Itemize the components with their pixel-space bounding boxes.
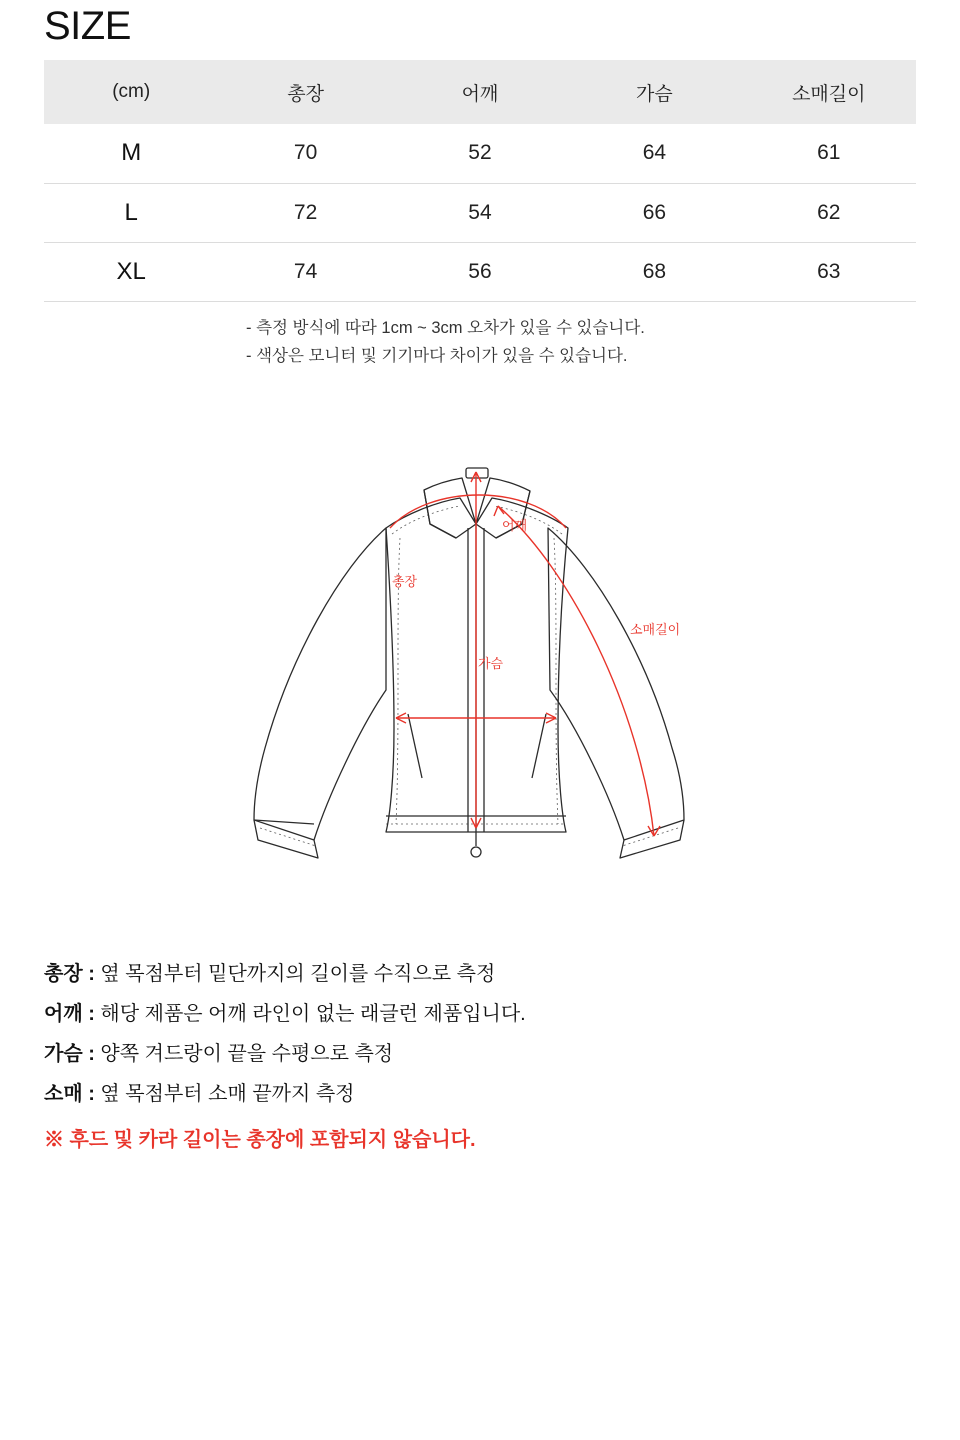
table-header-row [44, 60, 916, 124]
column-header-chest: 가슴 [567, 60, 741, 124]
description-sleeve [44, 1074, 916, 1114]
cell-shoulder: 54 [393, 183, 567, 242]
cell-shoulder: 52 [393, 124, 567, 183]
note-color: - 색상은 모니터 및 기기마다 차이가 있을 수 있습니다. [246, 346, 628, 365]
row-size-label: XL [44, 242, 218, 301]
column-header-unit: (cm) [44, 60, 218, 124]
cell-shoulder: 56 [393, 242, 567, 301]
table-row [44, 183, 916, 242]
row-size-label: L [44, 183, 218, 242]
jacket-illustration [210, 428, 750, 898]
description-term: 소매 : [44, 1082, 101, 1105]
label-chest: 가슴 [478, 655, 504, 671]
cell-chest: 66 [567, 183, 741, 242]
cell-sleeve: 63 [742, 242, 916, 301]
cell-sleeve: 62 [742, 183, 916, 242]
description-term: 어깨 : [44, 1002, 101, 1025]
jacket-stitching [260, 506, 681, 846]
row-size-label: M [44, 124, 218, 183]
description-shoulder [44, 994, 916, 1034]
cell-chest: 64 [567, 124, 741, 183]
description-body: 옆 목점부터 밑단까지의 길이를 수직으로 측정 [100, 962, 496, 985]
measurement-notes [0, 302, 960, 370]
cell-sleeve: 61 [742, 124, 916, 183]
label-length: 총장 [392, 573, 418, 589]
size-table [44, 60, 916, 302]
label-sleeve: 소매길이 [630, 621, 681, 637]
description-term: 총장 : [44, 962, 101, 985]
table-row [44, 242, 916, 301]
description-body: 해당 제품은 어깨 라인이 없는 래글런 제품입니다. [100, 1002, 526, 1025]
description-body: 양쪽 겨드랑이 끝을 수평으로 측정 [100, 1042, 394, 1065]
page-title: SIZE [44, 4, 131, 48]
column-header-length: 총장 [218, 60, 392, 124]
description-length [44, 954, 916, 994]
cell-length: 72 [218, 183, 392, 242]
jacket-outline [254, 468, 684, 858]
description-chest [44, 1034, 916, 1074]
column-header-sleeve: 소매길이 [742, 60, 916, 124]
measurement-labels [392, 518, 680, 671]
size-table-head [44, 60, 916, 124]
table-row [44, 124, 916, 183]
size-table-container [0, 52, 960, 302]
description-term: 가슴 : [44, 1042, 101, 1065]
size-table-body [44, 124, 916, 301]
jacket-measurement-diagram [0, 428, 960, 928]
cell-chest: 68 [567, 242, 741, 301]
note-tolerance: - 측정 방식에 따라 1cm ~ 3cm 오차가 있을 수 있습니다. [246, 318, 645, 337]
cell-length: 74 [218, 242, 392, 301]
label-shoulder: 어깨 [502, 517, 528, 533]
hood-collar-warning: ※ 후드 및 카라 길이는 총장에 포함되지 않습니다. [44, 1128, 476, 1151]
description-body: 옆 목점부터 소매 끝까지 측정 [100, 1082, 355, 1105]
measurement-descriptions [0, 928, 960, 1162]
cell-length: 70 [218, 124, 392, 183]
column-header-shoulder: 어깨 [393, 60, 567, 124]
